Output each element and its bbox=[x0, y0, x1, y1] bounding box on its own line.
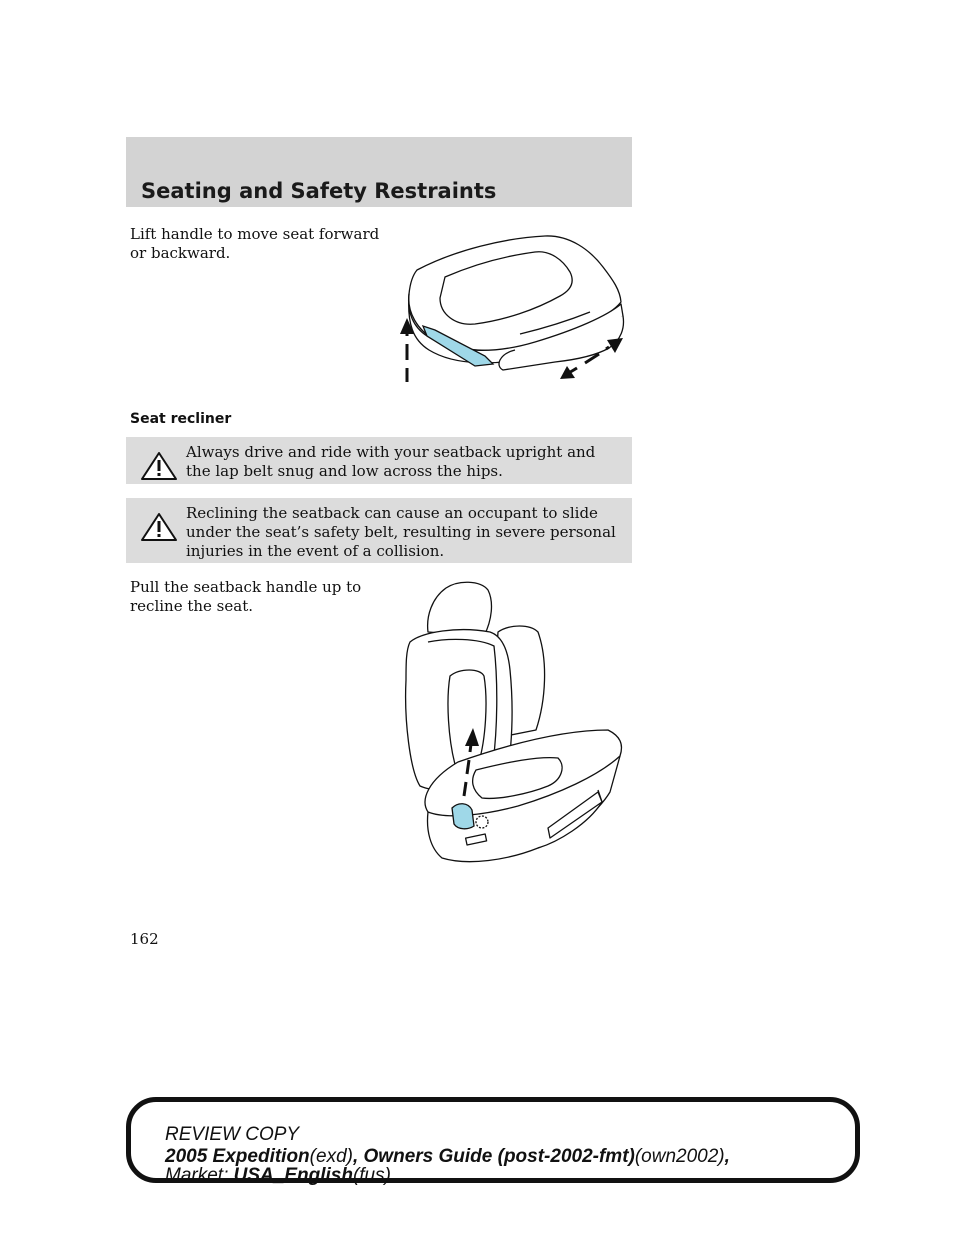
seat-recliner-heading: Seat recliner bbox=[130, 411, 232, 427]
footer-market-line bbox=[165, 1166, 391, 1186]
warning-text: Always drive and ride with your seatback upright and the lap belt snug and low across the hips. bbox=[186, 443, 596, 480]
footer-model: 2005 Expedition bbox=[165, 1146, 310, 1167]
footer-guide: Owners Guide (post-2002-fmt) bbox=[363, 1146, 635, 1167]
recliner-handle bbox=[452, 804, 474, 829]
seat-cushion-illustration bbox=[395, 232, 630, 387]
warning-triangle-icon bbox=[140, 512, 178, 542]
seat-recliner-illustration bbox=[398, 580, 630, 870]
footer-market: USA_English bbox=[233, 1165, 353, 1186]
footer-guide-code: (own2002) bbox=[634, 1146, 725, 1167]
footer-model-code: (exd) bbox=[309, 1146, 353, 1167]
warning-box-reclining bbox=[126, 498, 632, 563]
footer-publication-line bbox=[165, 1147, 730, 1167]
footer-market-label: Market: bbox=[165, 1165, 229, 1186]
warning-box-upright bbox=[126, 437, 632, 484]
section-title: Seating and Safety Restraints bbox=[141, 179, 497, 203]
lift-handle-instruction: Lift handle to move seat forward or backward. bbox=[130, 225, 380, 262]
footer-separator: , bbox=[352, 1146, 364, 1167]
footer-market-code: (fus) bbox=[352, 1165, 391, 1186]
page-number: 162 bbox=[130, 930, 159, 948]
warning-triangle-icon bbox=[140, 451, 178, 481]
footer-review-copy: REVIEW COPY bbox=[165, 1124, 300, 1145]
footer-line-end: , bbox=[724, 1146, 730, 1167]
warning-text: Reclining the seatback can cause an occupant to slide under the seat’s safety belt, resulting in severe personal injuries in the event of a collision. bbox=[186, 504, 616, 560]
recline-instruction: Pull the seatback handle up to recline the seat. bbox=[130, 578, 362, 615]
